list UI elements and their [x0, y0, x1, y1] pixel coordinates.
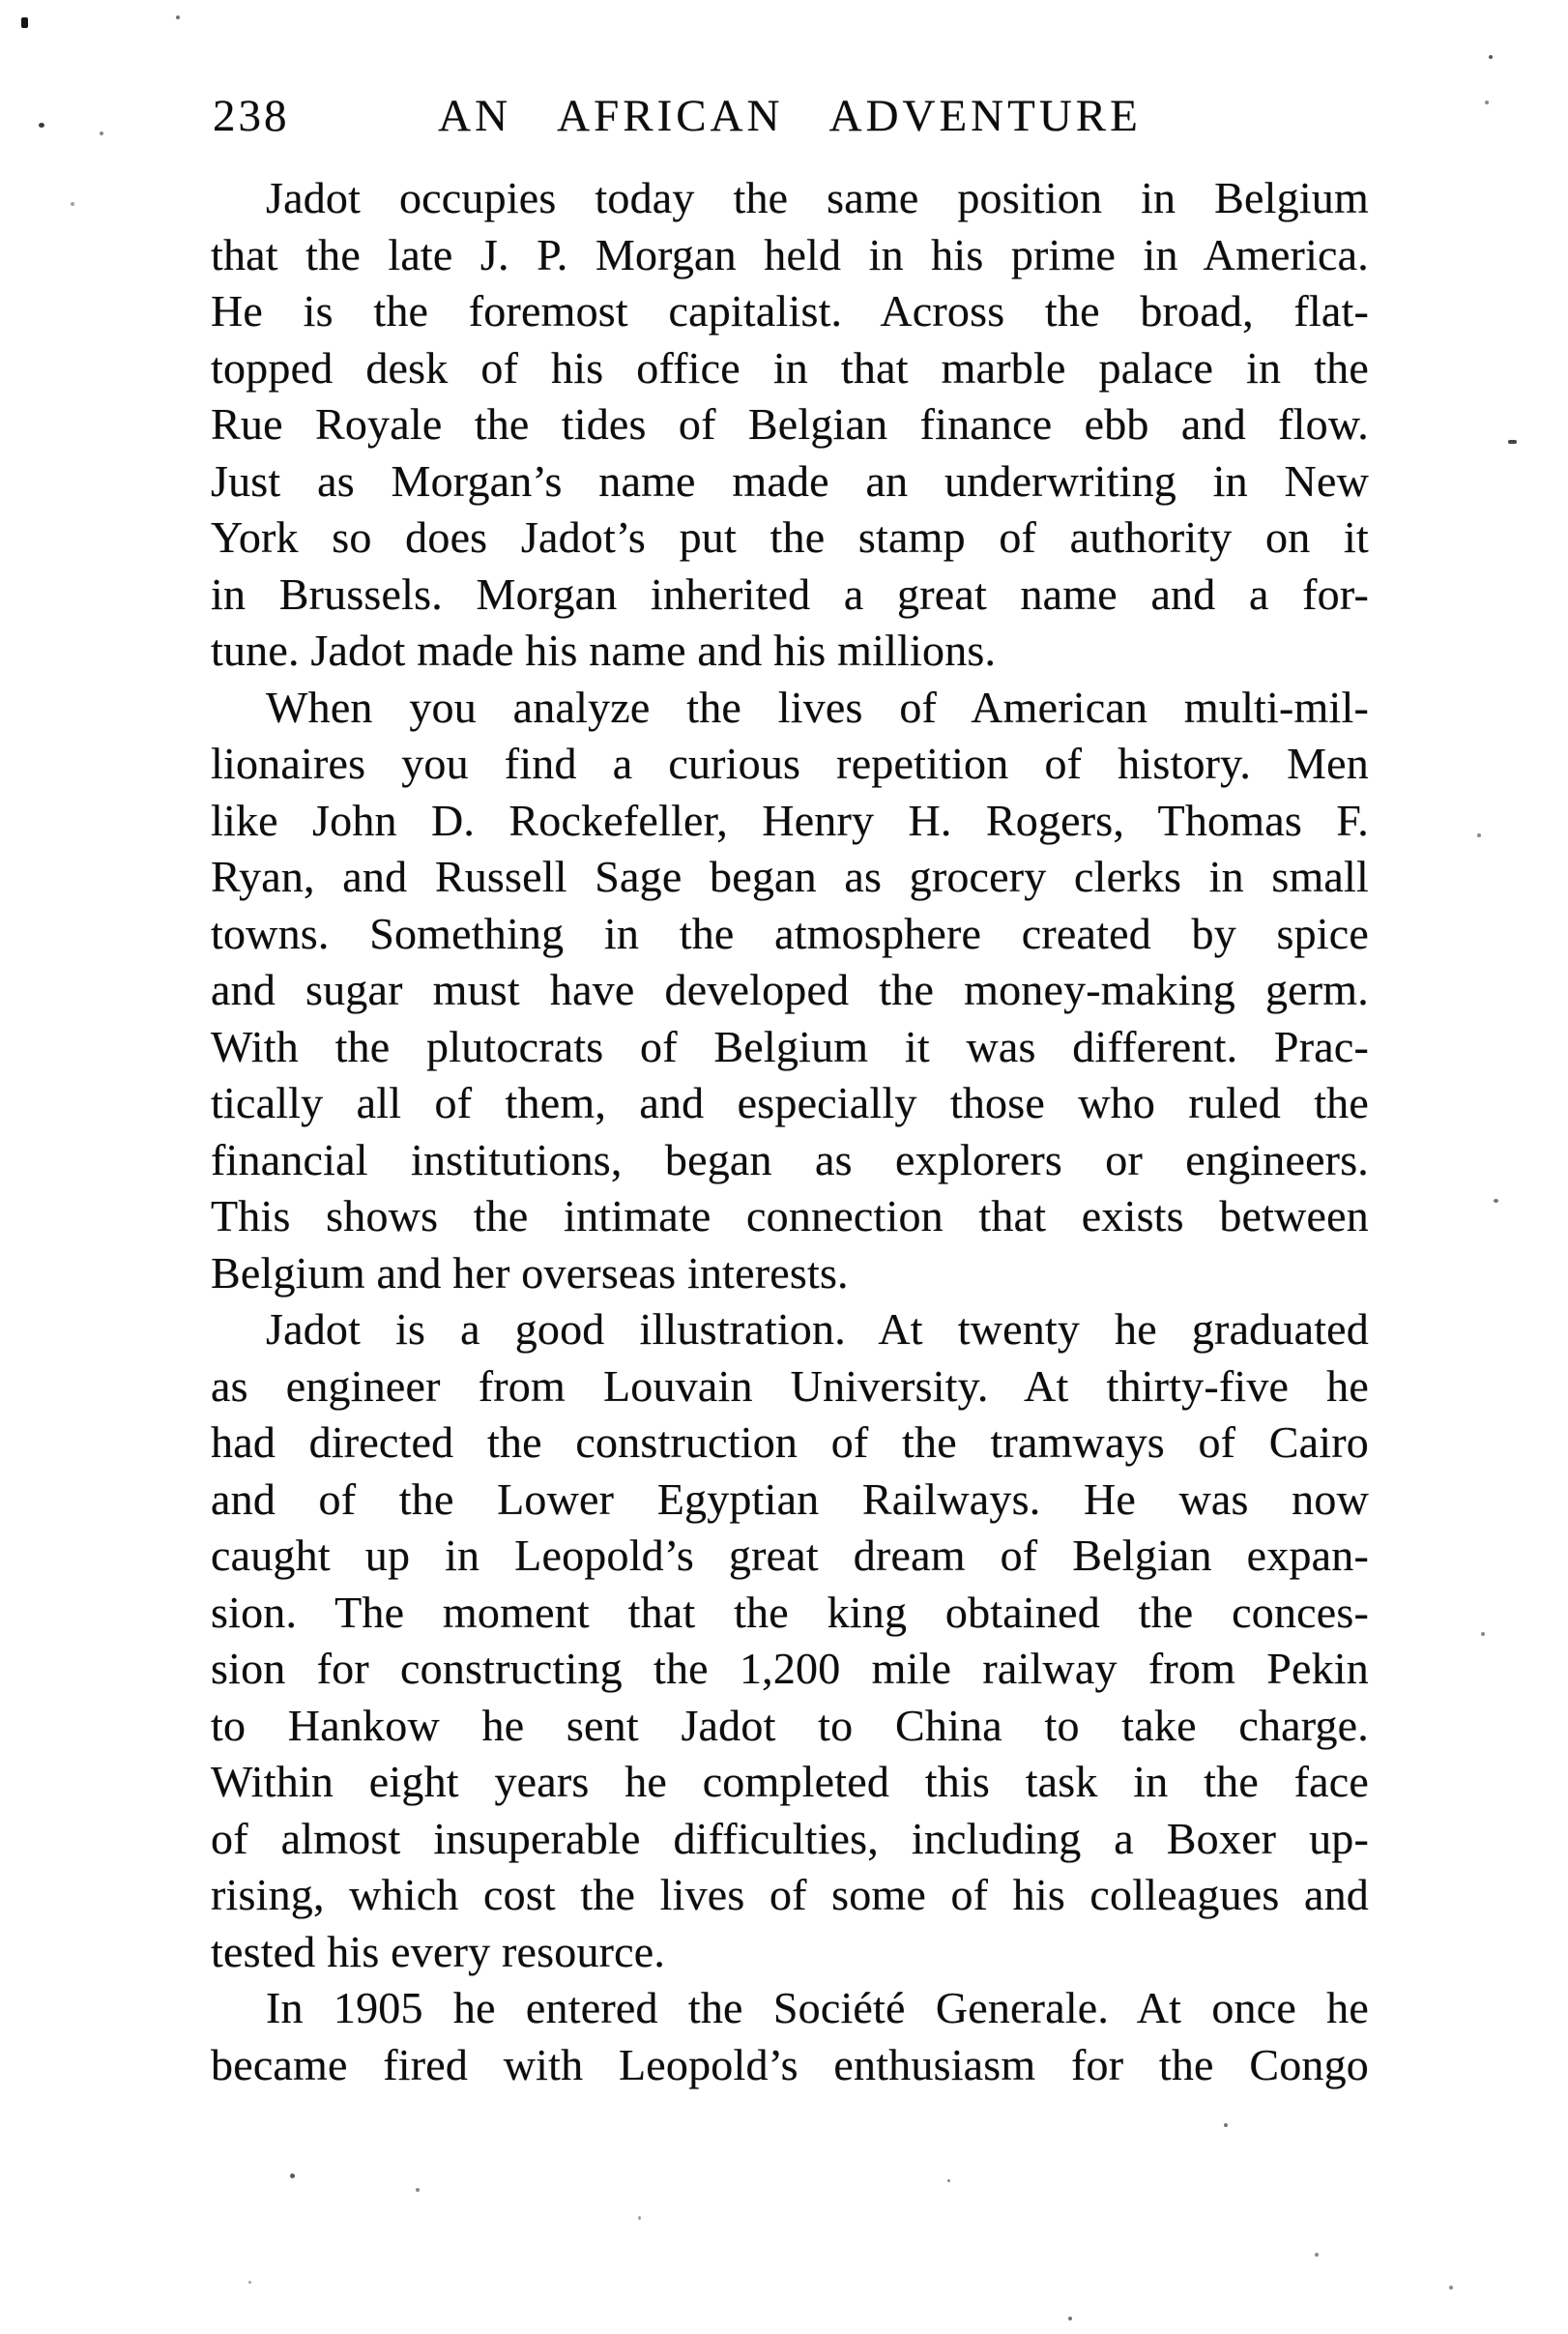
text-line: Within eight years he completed this task in the face	[211, 1757, 1369, 1806]
text-line: tune. Jadot made his name and his millions.	[211, 626, 997, 675]
text-line: Ryan, and Russell Sage began as grocery clerks in small	[211, 852, 1369, 901]
text-line: rising, which cost the lives of some of his colleagues and	[211, 1870, 1369, 1919]
scan-speck	[1224, 2123, 1228, 2127]
text-line: and of the Lower Egyptian Railways. He was now	[211, 1473, 1369, 1524]
text-line: lionaires you find a curious repetition of history. Men	[211, 739, 1369, 788]
scan-speck	[1508, 440, 1517, 444]
scan-speck	[39, 123, 44, 128]
scan-speck	[290, 2174, 295, 2178]
scan-speck	[638, 2216, 641, 2220]
scan-speck	[176, 15, 180, 19]
text-line: York so does Jadot’s put the stamp of authority on it	[211, 512, 1369, 562]
text-line: had directed the construction of the tramways of Cairo	[211, 1417, 1369, 1467]
text-line: that the late J. P. Morgan held in his prime in America.	[211, 229, 1369, 279]
scan-speck	[416, 2188, 420, 2192]
scan-speck	[100, 131, 103, 135]
page-number: 238	[213, 91, 290, 141]
text-line: caught up in Leopold’s great dream of Belgian expan-	[211, 1531, 1369, 1580]
text-line: Jadot occupies today the same position in Belgium	[266, 173, 1369, 222]
scan-speck	[1481, 1632, 1485, 1636]
scan-speck	[1485, 101, 1489, 104]
running-title: AN AFRICAN ADVENTURE	[438, 91, 1142, 141]
text-line: Jadot is a good illustration. At twenty he graduated	[266, 1304, 1369, 1354]
text-line: When you analyze the lives of American multi-mil-	[266, 682, 1369, 732]
text-line: This shows the intimate connection that exists between	[211, 1191, 1369, 1240]
scan-speck	[248, 2281, 251, 2284]
scan-speck	[947, 2179, 950, 2182]
text-line: of almost insuperable difficulties, including a Boxer up-	[211, 1813, 1369, 1863]
page-header	[211, 91, 1369, 141]
text-line: sion for constructing the 1,200 mile railway from Pekin	[211, 1644, 1369, 1693]
scan-speck	[1449, 2286, 1453, 2290]
text-line: financial institutions, began as explorers or engineers.	[211, 1134, 1369, 1184]
text-line: as engineer from Louvain University. At thirty-five he	[211, 1360, 1369, 1411]
text-line: He is the foremost capitalist. Across the broad, flat-	[211, 286, 1369, 336]
text-line: like John D. Rockefeller, Henry H. Rogers, Thomas F.	[211, 795, 1369, 845]
text-line: tested his every resource.	[211, 1926, 666, 1976]
text-line: sion. The moment that the king obtained the conces-	[211, 1587, 1369, 1637]
scan-speck	[21, 17, 28, 28]
scan-speck	[1068, 2317, 1072, 2320]
body-text	[211, 170, 1369, 2093]
text-line: Belgium and her overseas interests.	[211, 1247, 849, 1298]
text-line: and sugar must have developed the money-making germ.	[211, 965, 1369, 1014]
text-line: became fired with Leopold’s enthusiasm for the Congo	[211, 2039, 1369, 2089]
text-line: In 1905 he entered the Société Generale. At once he	[266, 1983, 1369, 2032]
text-line: topped desk of his office in that marble palace in the	[211, 342, 1369, 393]
scan-speck	[71, 202, 74, 206]
scan-speck	[1477, 833, 1481, 837]
scan-speck	[1489, 55, 1493, 59]
text-line: in Brussels. Morgan inherited a great name and a for-	[211, 569, 1369, 619]
text-line: Just as Morgan’s name made an underwriting in New	[211, 455, 1369, 506]
text-line: tically all of them, and especially those who ruled the	[211, 1078, 1369, 1127]
text-line: Rue Royale the tides of Belgian finance ebb and flow.	[211, 399, 1369, 449]
text-line: to Hankow he sent Jadot to China to take charge.	[211, 1700, 1369, 1750]
scan-speck	[1494, 1199, 1498, 1203]
text-line: towns. Something in the atmosphere created by spice	[211, 908, 1369, 958]
text-line: With the plutocrats of Belgium it was different. Prac-	[211, 1021, 1369, 1071]
scan-speck	[1315, 2253, 1319, 2257]
